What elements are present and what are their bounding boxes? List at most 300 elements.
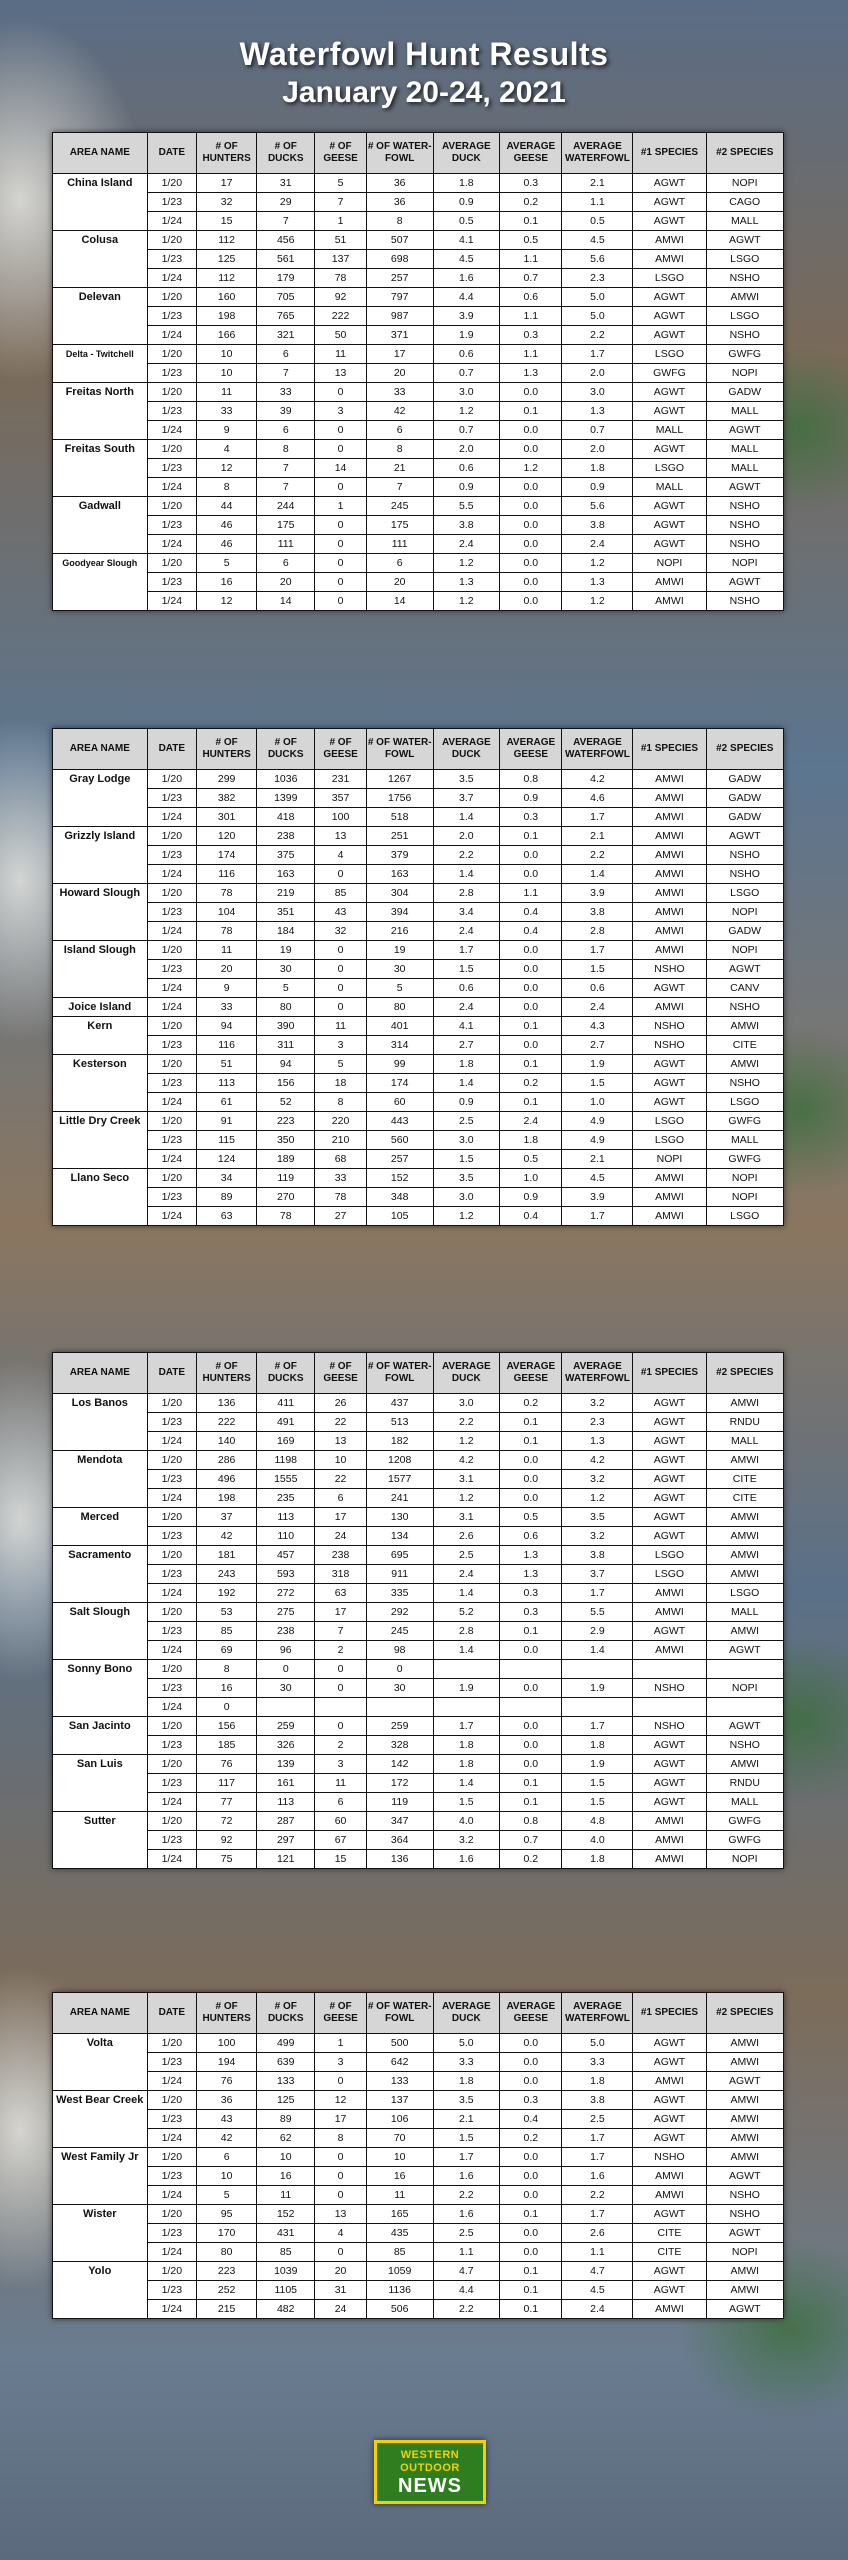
species-1-cell: AGWT: [633, 535, 706, 554]
species-2-cell: AMWI: [706, 2262, 783, 2281]
species-1-cell: AGWT: [633, 2110, 706, 2129]
avg-geese-cell: 0.0: [500, 2148, 562, 2167]
results-table-2: [52, 728, 784, 1226]
avg-duck-cell: 4.7: [433, 2262, 500, 2281]
table-row: [53, 1489, 784, 1508]
species-1-cell: AGWT: [633, 307, 706, 326]
waterfowl-cell: 698: [366, 250, 433, 269]
avg-waterfowl-cell: 2.0: [562, 440, 633, 459]
species-2-cell: AMWI: [706, 1394, 783, 1413]
geese-cell: 24: [315, 1527, 367, 1546]
waterfowl-cell: 137: [366, 2091, 433, 2110]
species-2-cell: AGWT: [706, 421, 783, 440]
avg-geese-cell: 0.2: [500, 2129, 562, 2148]
species-2-cell: LSGO: [706, 1584, 783, 1603]
waterfowl-cell: 33: [366, 383, 433, 402]
ducks-cell: 169: [257, 1432, 315, 1451]
date-cell: 1/20: [147, 554, 196, 573]
avg-duck-cell: 4.1: [433, 1017, 500, 1036]
avg-waterfowl-cell: 1.7: [562, 1584, 633, 1603]
ducks-cell: 163: [257, 865, 315, 884]
avg-duck-cell: 1.6: [433, 2205, 500, 2224]
waterfowl-cell: 182: [366, 1432, 433, 1451]
area-name-cell: San Jacinto: [53, 1717, 148, 1755]
avg-duck-cell: 4.4: [433, 288, 500, 307]
species-2-cell: NOPI: [706, 2243, 783, 2262]
avg-geese-cell: 0.2: [500, 1850, 562, 1869]
hunters-cell: 11: [197, 383, 257, 402]
waterfowl-cell: 30: [366, 1679, 433, 1698]
date-cell: 1/23: [147, 364, 196, 383]
geese-cell: 10: [315, 1451, 367, 1470]
species-1-cell: [633, 1660, 706, 1679]
geese-cell: 0: [315, 2167, 367, 2186]
hunters-cell: 5: [197, 554, 257, 573]
avg-waterfowl-cell: 5.6: [562, 250, 633, 269]
geese-cell: 0: [315, 960, 367, 979]
avg-waterfowl-cell: 3.2: [562, 1394, 633, 1413]
waterfowl-cell: 371: [366, 326, 433, 345]
waterfowl-cell: 435: [366, 2224, 433, 2243]
table-row: [53, 1850, 784, 1869]
date-cell: 1/24: [147, 2186, 196, 2205]
hunters-cell: 44: [197, 497, 257, 516]
avg-duck-cell: 1.8: [433, 1055, 500, 1074]
geese-cell: 22: [315, 1470, 367, 1489]
western-outdoor-news-logo: [374, 2440, 486, 2504]
geese-cell: 1: [315, 497, 367, 516]
area-name-cell: Sutter: [53, 1812, 148, 1869]
hunters-cell: 104: [197, 903, 257, 922]
species-1-cell: NSHO: [633, 960, 706, 979]
avg-duck-cell: 2.2: [433, 2186, 500, 2205]
avg-waterfowl-cell: 4.6: [562, 789, 633, 808]
species-2-cell: GWFG: [706, 345, 783, 364]
table-row: [53, 1622, 784, 1641]
avg-geese-cell: 0.0: [500, 1641, 562, 1660]
table-row: [53, 884, 784, 903]
waterfowl-cell: 136: [366, 1850, 433, 1869]
species-2-cell: GADW: [706, 922, 783, 941]
table-row: [53, 846, 784, 865]
species-1-cell: AMWI: [633, 2300, 706, 2319]
avg-geese-cell: 0.1: [500, 1774, 562, 1793]
area-name-cell: Yolo: [53, 2262, 148, 2319]
date-cell: 1/23: [147, 459, 196, 478]
geese-cell: 68: [315, 1150, 367, 1169]
hunters-cell: 37: [197, 1508, 257, 1527]
ducks-cell: 39: [257, 402, 315, 421]
geese-cell: 17: [315, 2110, 367, 2129]
waterfowl-cell: 987: [366, 307, 433, 326]
avg-duck-cell: 4.1: [433, 231, 500, 250]
geese-cell: 4: [315, 2224, 367, 2243]
geese-cell: 3: [315, 2053, 367, 2072]
table-row: [53, 1831, 784, 1850]
hunters-cell: 6: [197, 2148, 257, 2167]
geese-cell: 0: [315, 1660, 367, 1679]
avg-geese-cell: 0.0: [500, 478, 562, 497]
table-row: [53, 2262, 784, 2281]
hunters-cell: 78: [197, 922, 257, 941]
species-1-cell: AMWI: [633, 1831, 706, 1850]
avg-waterfowl-cell: 4.9: [562, 1112, 633, 1131]
date-cell: 1/20: [147, 1660, 196, 1679]
area-name-cell: Freitas North: [53, 383, 148, 440]
avg-waterfowl-cell: 3.9: [562, 1188, 633, 1207]
ducks-cell: 297: [257, 1831, 315, 1850]
ducks-cell: 499: [257, 2034, 315, 2053]
avg-waterfowl-cell: 1.9: [562, 1679, 633, 1698]
ducks-cell: 30: [257, 960, 315, 979]
species-2-cell: AGWT: [706, 1641, 783, 1660]
area-name-cell: Los Banos: [53, 1394, 148, 1451]
ducks-cell: 78: [257, 1207, 315, 1226]
hunters-cell: 9: [197, 421, 257, 440]
ducks-cell: 29: [257, 193, 315, 212]
date-cell: 1/24: [147, 1641, 196, 1660]
avg-waterfowl-cell: 1.6: [562, 2167, 633, 2186]
species-2-cell: [706, 1660, 783, 1679]
geese-cell: 2: [315, 1641, 367, 1660]
species-2-cell: MALL: [706, 1603, 783, 1622]
table-row: [53, 2186, 784, 2205]
hunters-cell: 43: [197, 2110, 257, 2129]
avg-duck-cell: 1.9: [433, 326, 500, 345]
geese-cell: 0: [315, 535, 367, 554]
header-avg-duck: AVERAGE DUCK: [433, 133, 500, 174]
geese-cell: 0: [315, 421, 367, 440]
ducks-cell: 7: [257, 478, 315, 497]
hunters-cell: 223: [197, 2262, 257, 2281]
species-2-cell: AMWI: [706, 2034, 783, 2053]
hunters-cell: 77: [197, 1793, 257, 1812]
ducks-cell: 561: [257, 250, 315, 269]
avg-duck-cell: 1.5: [433, 2129, 500, 2148]
avg-duck-cell: 2.0: [433, 440, 500, 459]
geese-cell: 51: [315, 231, 367, 250]
table-row: [53, 554, 784, 573]
species-1-cell: AGWT: [633, 1432, 706, 1451]
ducks-cell: 7: [257, 364, 315, 383]
species-1-cell: AGWT: [633, 2053, 706, 2072]
avg-waterfowl-cell: 1.7: [562, 2148, 633, 2167]
waterfowl-cell: 314: [366, 1036, 433, 1055]
hunters-cell: 69: [197, 1641, 257, 1660]
waterfowl-cell: 1059: [366, 2262, 433, 2281]
species-2-cell: AGWT: [706, 2300, 783, 2319]
waterfowl-cell: 507: [366, 231, 433, 250]
avg-waterfowl-cell: 2.0: [562, 364, 633, 383]
table-row: [53, 2167, 784, 2186]
species-1-cell: AGWT: [633, 497, 706, 516]
species-1-cell: AGWT: [633, 1470, 706, 1489]
area-name-cell: Joice Island: [53, 998, 148, 1017]
avg-duck-cell: 3.5: [433, 2091, 500, 2110]
area-name-cell: Freitas South: [53, 440, 148, 497]
species-2-cell: AGWT: [706, 827, 783, 846]
avg-duck-cell: 1.7: [433, 2148, 500, 2167]
waterfowl-cell: 175: [366, 516, 433, 535]
date-cell: 1/20: [147, 1451, 196, 1470]
hunters-cell: 5: [197, 2186, 257, 2205]
waterfowl-cell: 42: [366, 402, 433, 421]
ducks-cell: 161: [257, 1774, 315, 1793]
waterfowl-cell: 172: [366, 1774, 433, 1793]
species-1-cell: AGWT: [633, 326, 706, 345]
header-date: DATE: [147, 729, 196, 770]
geese-cell: 33: [315, 1169, 367, 1188]
results-table-3: [52, 1352, 784, 1869]
avg-waterfowl-cell: 1.1: [562, 2243, 633, 2262]
ducks-cell: 350: [257, 1131, 315, 1150]
table-row: [53, 2243, 784, 2262]
hunters-cell: 117: [197, 1774, 257, 1793]
date-cell: 1/23: [147, 1188, 196, 1207]
ducks-cell: 390: [257, 1017, 315, 1036]
waterfowl-cell: 8: [366, 212, 433, 231]
ducks-cell: 482: [257, 2300, 315, 2319]
avg-geese-cell: 0.0: [500, 1736, 562, 1755]
area-name-cell: Island Slough: [53, 941, 148, 998]
ducks-cell: 491: [257, 1413, 315, 1432]
avg-waterfowl-cell: 1.7: [562, 1207, 633, 1226]
species-1-cell: AGWT: [633, 1527, 706, 1546]
geese-cell: 4: [315, 846, 367, 865]
species-2-cell: LSGO: [706, 307, 783, 326]
header-avg-waterfowl: AVERAGE WATERFOWL: [562, 133, 633, 174]
hunters-cell: 12: [197, 459, 257, 478]
table-row: [53, 459, 784, 478]
species-1-cell: NSHO: [633, 1679, 706, 1698]
avg-waterfowl-cell: 5.0: [562, 288, 633, 307]
avg-geese-cell: 0.0: [500, 1489, 562, 1508]
species-1-cell: NSHO: [633, 2148, 706, 2167]
avg-waterfowl-cell: 4.9: [562, 1131, 633, 1150]
species-1-cell: AGWT: [633, 2205, 706, 2224]
table-row: [53, 307, 784, 326]
avg-waterfowl-cell: 3.5: [562, 1508, 633, 1527]
avg-waterfowl-cell: 1.7: [562, 1717, 633, 1736]
table-row: [53, 1036, 784, 1055]
page-subtitle: January 20-24, 2021: [282, 76, 566, 109]
ducks-cell: 125: [257, 2091, 315, 2110]
hunters-cell: 115: [197, 1131, 257, 1150]
header-area-name: AREA NAME: [53, 1353, 148, 1394]
avg-waterfowl-cell: 3.2: [562, 1470, 633, 1489]
species-2-cell: GADW: [706, 789, 783, 808]
species-1-cell: MALL: [633, 421, 706, 440]
waterfowl-cell: 70: [366, 2129, 433, 2148]
table-row: [53, 770, 784, 789]
table-row: [53, 516, 784, 535]
hunters-cell: 0: [197, 1698, 257, 1717]
species-2-cell: LSGO: [706, 1093, 783, 1112]
species-2-cell: NSHO: [706, 998, 783, 1017]
waterfowl-cell: 241: [366, 1489, 433, 1508]
ducks-cell: 5: [257, 979, 315, 998]
avg-duck-cell: 4.0: [433, 1812, 500, 1831]
waterfowl-cell: 797: [366, 288, 433, 307]
header-avg-duck: AVERAGE DUCK: [433, 1993, 500, 2034]
species-2-cell: CITE: [706, 1036, 783, 1055]
species-1-cell: AGWT: [633, 2091, 706, 2110]
logo-line-2: OUTDOOR: [400, 2462, 460, 2474]
species-1-cell: AMWI: [633, 1169, 706, 1188]
avg-waterfowl-cell: 1.2: [562, 1489, 633, 1508]
header-avg-waterfowl: AVERAGE WATERFOWL: [562, 729, 633, 770]
table-row: [53, 497, 784, 516]
species-2-cell: NOPI: [706, 941, 783, 960]
avg-duck-cell: 0.9: [433, 193, 500, 212]
hunters-cell: 181: [197, 1546, 257, 1565]
ducks-cell: 119: [257, 1169, 315, 1188]
species-1-cell: AMWI: [633, 1207, 706, 1226]
geese-cell: 0: [315, 592, 367, 611]
date-cell: 1/23: [147, 1413, 196, 1432]
table-row: [53, 941, 784, 960]
header-species-2: #2 SPECIES: [706, 729, 783, 770]
avg-waterfowl-cell: 5.0: [562, 2034, 633, 2053]
table-row: [53, 2129, 784, 2148]
waterfowl-cell: 142: [366, 1755, 433, 1774]
area-name-cell: Howard Slough: [53, 884, 148, 941]
area-name-cell: West Family Jr: [53, 2148, 148, 2205]
avg-geese-cell: 0.4: [500, 922, 562, 941]
species-1-cell: AMWI: [633, 231, 706, 250]
avg-duck-cell: 4.2: [433, 1451, 500, 1470]
hunters-cell: 51: [197, 1055, 257, 1074]
avg-duck-cell: 5.5: [433, 497, 500, 516]
species-2-cell: NOPI: [706, 1679, 783, 1698]
species-2-cell: MALL: [706, 402, 783, 421]
geese-cell: 0: [315, 2243, 367, 2262]
species-1-cell: AMWI: [633, 808, 706, 827]
hunters-cell: 252: [197, 2281, 257, 2300]
table-row: [53, 2205, 784, 2224]
avg-duck-cell: 1.5: [433, 1150, 500, 1169]
date-cell: 1/23: [147, 1679, 196, 1698]
geese-cell: 0: [315, 998, 367, 1017]
table-row: [53, 1093, 784, 1112]
avg-geese-cell: 1.2: [500, 459, 562, 478]
species-2-cell: CITE: [706, 1489, 783, 1508]
species-2-cell: GWFG: [706, 1831, 783, 1850]
hunters-cell: 76: [197, 2072, 257, 2091]
avg-duck-cell: 2.4: [433, 535, 500, 554]
header-avg-duck: AVERAGE DUCK: [433, 729, 500, 770]
date-cell: 1/23: [147, 1036, 196, 1055]
geese-cell: 0: [315, 941, 367, 960]
waterfowl-cell: 36: [366, 174, 433, 193]
species-2-cell: GADW: [706, 383, 783, 402]
table-row: [53, 383, 784, 402]
ducks-cell: 96: [257, 1641, 315, 1660]
avg-waterfowl-cell: 2.3: [562, 269, 633, 288]
waterfowl-cell: 513: [366, 1413, 433, 1432]
species-2-cell: NSHO: [706, 1074, 783, 1093]
ducks-cell: 326: [257, 1736, 315, 1755]
geese-cell: 8: [315, 2129, 367, 2148]
header-geese: # OF GEESE: [315, 1993, 367, 2034]
species-2-cell: AMWI: [706, 1546, 783, 1565]
species-1-cell: AGWT: [633, 1055, 706, 1074]
header-species-1: #1 SPECIES: [633, 133, 706, 174]
date-cell: 1/20: [147, 1546, 196, 1565]
date-cell: 1/24: [147, 979, 196, 998]
species-1-cell: AGWT: [633, 2129, 706, 2148]
header-ducks: # OF DUCKS: [257, 729, 315, 770]
species-2-cell: CITE: [706, 1470, 783, 1489]
avg-geese-cell: 0.0: [500, 2053, 562, 2072]
species-2-cell: MALL: [706, 1131, 783, 1150]
avg-waterfowl-cell: 4.5: [562, 231, 633, 250]
avg-waterfowl-cell: 4.3: [562, 1017, 633, 1036]
hunters-cell: 34: [197, 1169, 257, 1188]
ducks-cell: 219: [257, 884, 315, 903]
geese-cell: 231: [315, 770, 367, 789]
hunters-cell: 170: [197, 2224, 257, 2243]
species-1-cell: AMWI: [633, 1603, 706, 1622]
avg-waterfowl-cell: 1.5: [562, 1774, 633, 1793]
hunters-cell: 124: [197, 1150, 257, 1169]
avg-duck-cell: 1.6: [433, 2167, 500, 2186]
hunters-cell: 4: [197, 440, 257, 459]
table-row: [53, 998, 784, 1017]
avg-geese-cell: 0.1: [500, 1017, 562, 1036]
hunters-cell: 72: [197, 1812, 257, 1831]
date-cell: 1/20: [147, 174, 196, 193]
avg-geese-cell: 0.0: [500, 421, 562, 440]
species-1-cell: AMWI: [633, 1641, 706, 1660]
date-cell: 1/24: [147, 1093, 196, 1112]
species-2-cell: AGWT: [706, 231, 783, 250]
avg-waterfowl-cell: 3.8: [562, 903, 633, 922]
avg-waterfowl-cell: 2.5: [562, 2110, 633, 2129]
date-cell: 1/20: [147, 1755, 196, 1774]
waterfowl-cell: 99: [366, 1055, 433, 1074]
avg-duck-cell: 1.8: [433, 1736, 500, 1755]
hunters-cell: 299: [197, 770, 257, 789]
hunters-cell: 89: [197, 1188, 257, 1207]
species-1-cell: AGWT: [633, 2281, 706, 2300]
avg-duck-cell: 0.9: [433, 478, 500, 497]
avg-waterfowl-cell: 2.2: [562, 326, 633, 345]
avg-waterfowl-cell: 0.7: [562, 421, 633, 440]
species-2-cell: MALL: [706, 440, 783, 459]
area-name-cell: Grizzly Island: [53, 827, 148, 884]
avg-waterfowl-cell: 1.9: [562, 1755, 633, 1774]
ducks-cell: 52: [257, 1093, 315, 1112]
waterfowl-cell: 111: [366, 535, 433, 554]
species-1-cell: AGWT: [633, 1793, 706, 1812]
geese-cell: 13: [315, 827, 367, 846]
table-row: [53, 421, 784, 440]
avg-geese-cell: 0.3: [500, 1584, 562, 1603]
date-cell: 1/24: [147, 865, 196, 884]
avg-waterfowl-cell: 5.5: [562, 1603, 633, 1622]
avg-duck-cell: 1.2: [433, 554, 500, 573]
waterfowl-cell: 364: [366, 1831, 433, 1850]
avg-geese-cell: 0.0: [500, 535, 562, 554]
date-cell: 1/24: [147, 592, 196, 611]
avg-waterfowl-cell: 4.8: [562, 1812, 633, 1831]
avg-geese-cell: 0.3: [500, 1603, 562, 1622]
avg-waterfowl-cell: 1.1: [562, 193, 633, 212]
ducks-cell: 85: [257, 2243, 315, 2262]
avg-duck-cell: 1.2: [433, 592, 500, 611]
avg-waterfowl-cell: 0.6: [562, 979, 633, 998]
